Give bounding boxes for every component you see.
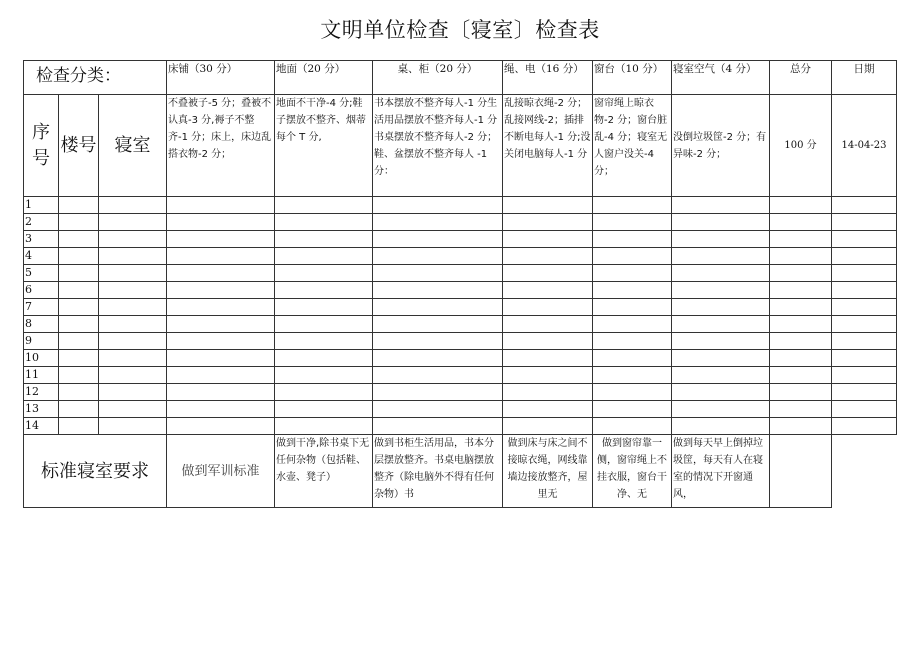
entry-cell[interactable] <box>593 384 672 401</box>
row-number: 3 <box>24 231 59 248</box>
table-row <box>24 248 897 265</box>
entry-cell[interactable] <box>275 401 373 418</box>
entry-cell[interactable] <box>59 384 99 401</box>
entry-cell[interactable] <box>593 282 672 299</box>
entry-cell[interactable] <box>373 418 503 435</box>
entry-cell[interactable] <box>770 299 832 316</box>
entry-cell[interactable] <box>503 316 593 333</box>
entry-cell[interactable] <box>99 418 167 435</box>
standard-label: 标准寝室要求 <box>24 435 167 508</box>
entry-cell[interactable] <box>503 248 593 265</box>
entry-cell[interactable] <box>167 214 275 231</box>
entry-cell[interactable] <box>373 214 503 231</box>
entry-cell[interactable] <box>832 418 897 435</box>
entry-cell[interactable] <box>672 367 770 384</box>
entry-cell[interactable] <box>503 265 593 282</box>
entry-cell[interactable] <box>373 231 503 248</box>
entry-cell[interactable] <box>167 299 275 316</box>
numbered-rows <box>24 197 897 435</box>
entry-cell[interactable] <box>770 418 832 435</box>
entry-cell[interactable] <box>503 231 593 248</box>
entry-cell[interactable] <box>832 265 897 282</box>
entry-cell[interactable] <box>59 350 99 367</box>
entry-cell[interactable] <box>593 333 672 350</box>
entry-cell[interactable] <box>59 418 99 435</box>
page-title: 文明单位检查〔寝室〕检查表 <box>320 18 600 42</box>
desk-criteria: 书本摆放不整齐每人-1 分生活用品摆放不整齐每人-1 分书桌摆放不整齐每人-2 分；鞋、盆摆放不整齐每人 -1 分： <box>373 95 503 197</box>
entry-cell[interactable] <box>99 197 167 214</box>
entry-cell[interactable] <box>593 231 672 248</box>
table-row <box>24 401 897 418</box>
entry-cell[interactable] <box>275 265 373 282</box>
entry-cell[interactable] <box>373 367 503 384</box>
entry-cell[interactable] <box>167 282 275 299</box>
criteria-row <box>24 95 897 197</box>
entry-cell[interactable] <box>593 214 672 231</box>
entry-cell[interactable] <box>373 282 503 299</box>
wire-column-header: 绳、电（16 分） <box>503 61 593 95</box>
entry-cell[interactable] <box>770 231 832 248</box>
table-row <box>24 333 897 350</box>
entry-cell[interactable] <box>832 231 897 248</box>
floor-standard: 做到干净,除书桌下无任何杂物（包括鞋、水壶、凳子） <box>275 435 373 508</box>
entry-cell[interactable] <box>59 299 99 316</box>
total-score: 100 分 <box>770 95 832 197</box>
entry-cell[interactable] <box>503 418 593 435</box>
entry-cell[interactable] <box>167 197 275 214</box>
wire-criteria: 乱接晾衣绳-2 分；乱接网线-2；插排不断电每人-1 分;没关闭电脑每人-1 分 <box>503 95 593 197</box>
bed-standard: 做到军训标准 <box>167 435 275 508</box>
entry-cell[interactable] <box>832 333 897 350</box>
desk-standard: 做到书柜生活用品，书本分层摆放整齐。书桌电脑摆放整齐（除电脑外不得有任何杂物）书 <box>373 435 503 508</box>
entry-cell[interactable] <box>59 333 99 350</box>
entry-cell[interactable] <box>99 282 167 299</box>
entry-cell[interactable] <box>373 299 503 316</box>
entry-cell[interactable] <box>832 197 897 214</box>
entry-cell[interactable] <box>99 265 167 282</box>
inspection-date: 14-04-23 <box>832 95 897 197</box>
entry-cell[interactable] <box>167 333 275 350</box>
category-label: 检查分类： <box>24 61 167 95</box>
floor-column-header: 地面（20 分） <box>275 61 373 95</box>
entry-cell[interactable] <box>770 214 832 231</box>
entry-cell[interactable] <box>167 265 275 282</box>
entry-cell[interactable] <box>99 248 167 265</box>
entry-cell[interactable] <box>373 384 503 401</box>
entry-cell[interactable] <box>593 248 672 265</box>
entry-cell[interactable] <box>167 367 275 384</box>
air-column-header: 寝室空气（4 分） <box>672 61 770 95</box>
air-standard: 做到每天早上倒掉垃圾筐，每天有人在寝室的情况下开窗通风， <box>672 435 770 508</box>
entry-cell[interactable] <box>275 231 373 248</box>
entry-cell[interactable] <box>672 248 770 265</box>
entry-cell[interactable] <box>59 197 99 214</box>
table-row <box>24 214 897 231</box>
entry-cell[interactable] <box>672 299 770 316</box>
entry-cell[interactable] <box>373 197 503 214</box>
desk-column-header: 桌、柜（20 分） <box>373 61 503 95</box>
entry-cell[interactable] <box>275 384 373 401</box>
row-number: 14 <box>24 418 59 435</box>
entry-cell[interactable] <box>503 350 593 367</box>
building-label: 楼号 <box>59 95 99 197</box>
table-row <box>24 316 897 333</box>
row-number: 13 <box>24 401 59 418</box>
entry-cell[interactable] <box>593 418 672 435</box>
entry-cell[interactable] <box>373 316 503 333</box>
entry-cell[interactable] <box>99 316 167 333</box>
window-standard: 做到窗帘靠一侧，窗帘绳上不挂衣服，窗台干净、无 <box>593 435 672 508</box>
table-row <box>24 265 897 282</box>
window-column-header: 窗台（10 分） <box>593 61 672 95</box>
entry-cell[interactable] <box>59 248 99 265</box>
entry-cell[interactable] <box>59 316 99 333</box>
entry-cell[interactable] <box>770 333 832 350</box>
entry-cell[interactable] <box>672 282 770 299</box>
entry-cell[interactable] <box>503 197 593 214</box>
entry-cell[interactable] <box>373 265 503 282</box>
standard-blank-date <box>832 435 897 508</box>
standard-blank-total <box>770 435 832 508</box>
entry-cell[interactable] <box>503 214 593 231</box>
date-column-header: 日期 <box>832 61 897 95</box>
category-header-row <box>24 61 897 95</box>
table-row <box>24 384 897 401</box>
entry-cell[interactable] <box>832 299 897 316</box>
entry-cell[interactable] <box>832 350 897 367</box>
row-number: 1 <box>24 197 59 214</box>
entry-cell[interactable] <box>672 231 770 248</box>
entry-cell[interactable] <box>59 265 99 282</box>
room-label: 寝室 <box>99 95 167 197</box>
row-number: 7 <box>24 299 59 316</box>
floor-criteria: 地面不干净-4 分;鞋子摆放不整齐、烟蒂每个 T 分, <box>275 95 373 197</box>
bed-criteria: 不叠被子-5 分；叠被不认真-3 分,褥子不整齐-1 分；床上，床边乱搭衣物-2 分； <box>167 95 275 197</box>
entry-cell[interactable] <box>770 350 832 367</box>
entry-cell[interactable] <box>99 299 167 316</box>
entry-cell[interactable] <box>59 401 99 418</box>
entry-cell[interactable] <box>593 299 672 316</box>
entry-cell[interactable] <box>167 248 275 265</box>
entry-cell[interactable] <box>503 367 593 384</box>
table-row <box>24 197 897 214</box>
row-number: 6 <box>24 282 59 299</box>
entry-cell[interactable] <box>167 401 275 418</box>
total-column-header: 总分 <box>770 61 832 95</box>
entry-cell[interactable] <box>672 401 770 418</box>
inspection-table <box>23 60 897 508</box>
entry-cell[interactable] <box>593 316 672 333</box>
entry-cell[interactable] <box>593 367 672 384</box>
entry-cell[interactable] <box>373 248 503 265</box>
table-row <box>24 231 897 248</box>
entry-cell[interactable] <box>672 333 770 350</box>
entry-cell[interactable] <box>59 214 99 231</box>
entry-cell[interactable] <box>167 384 275 401</box>
entry-cell[interactable] <box>373 333 503 350</box>
entry-cell[interactable] <box>770 282 832 299</box>
entry-cell[interactable] <box>275 333 373 350</box>
entry-cell[interactable] <box>832 282 897 299</box>
entry-cell[interactable] <box>832 248 897 265</box>
row-number: 12 <box>24 384 59 401</box>
air-criteria: 没倒垃圾筐-2 分；有异味-2 分； <box>672 95 770 197</box>
entry-cell[interactable] <box>593 265 672 282</box>
entry-cell[interactable] <box>770 265 832 282</box>
row-number: 5 <box>24 265 59 282</box>
entry-cell[interactable] <box>832 214 897 231</box>
entry-cell[interactable] <box>672 418 770 435</box>
entry-cell[interactable] <box>275 214 373 231</box>
entry-cell[interactable] <box>503 401 593 418</box>
entry-cell[interactable] <box>770 248 832 265</box>
entry-cell[interactable] <box>503 299 593 316</box>
entry-cell[interactable] <box>275 299 373 316</box>
entry-cell[interactable] <box>832 384 897 401</box>
entry-cell[interactable] <box>770 384 832 401</box>
row-number: 11 <box>24 367 59 384</box>
entry-cell[interactable] <box>167 316 275 333</box>
table-row <box>24 418 897 435</box>
row-number: 4 <box>24 248 59 265</box>
entry-cell[interactable] <box>167 231 275 248</box>
row-number: 9 <box>24 333 59 350</box>
bed-column-header: 床铺（30 分） <box>167 61 275 95</box>
table-row <box>24 299 897 316</box>
entry-cell[interactable] <box>99 384 167 401</box>
entry-cell[interactable] <box>59 367 99 384</box>
entry-cell[interactable] <box>373 401 503 418</box>
entry-cell[interactable] <box>672 265 770 282</box>
row-number: 2 <box>24 214 59 231</box>
entry-cell[interactable] <box>275 316 373 333</box>
entry-cell[interactable] <box>672 316 770 333</box>
entry-cell[interactable] <box>275 418 373 435</box>
entry-cell[interactable] <box>770 367 832 384</box>
entry-cell[interactable] <box>275 367 373 384</box>
window-criteria: 窗帘绳上晾衣物-2 分；窗台脏乱-4 分；寝室无人窗户没关-4 分； <box>593 95 672 197</box>
table-row <box>24 282 897 299</box>
standard-row <box>24 435 897 508</box>
entry-cell[interactable] <box>99 350 167 367</box>
entry-cell[interactable] <box>503 384 593 401</box>
entry-cell[interactable] <box>275 350 373 367</box>
table-row <box>24 367 897 384</box>
entry-cell[interactable] <box>99 333 167 350</box>
row-number: 10 <box>24 350 59 367</box>
table-row <box>24 350 897 367</box>
entry-cell[interactable] <box>167 418 275 435</box>
entry-cell[interactable] <box>373 350 503 367</box>
seq-label: 序号 <box>24 95 59 197</box>
entry-cell[interactable] <box>593 350 672 367</box>
entry-cell[interactable] <box>59 282 99 299</box>
entry-cell[interactable] <box>275 197 373 214</box>
entry-cell[interactable] <box>275 248 373 265</box>
entry-cell[interactable] <box>99 367 167 384</box>
entry-cell[interactable] <box>770 401 832 418</box>
entry-cell[interactable] <box>593 197 672 214</box>
entry-cell[interactable] <box>167 350 275 367</box>
entry-cell[interactable] <box>59 231 99 248</box>
entry-cell[interactable] <box>503 282 593 299</box>
entry-cell[interactable] <box>672 350 770 367</box>
entry-cell[interactable] <box>593 401 672 418</box>
entry-cell[interactable] <box>672 197 770 214</box>
entry-cell[interactable] <box>672 214 770 231</box>
entry-cell[interactable] <box>832 401 897 418</box>
entry-cell[interactable] <box>832 367 897 384</box>
entry-cell[interactable] <box>503 333 593 350</box>
row-number: 8 <box>24 316 59 333</box>
entry-cell[interactable] <box>770 197 832 214</box>
entry-cell[interactable] <box>99 231 167 248</box>
entry-cell[interactable] <box>832 316 897 333</box>
entry-cell[interactable] <box>672 384 770 401</box>
entry-cell[interactable] <box>99 214 167 231</box>
entry-cell[interactable] <box>275 282 373 299</box>
entry-cell[interactable] <box>770 316 832 333</box>
wire-standard: 做到床与床之间不接晾衣绳，网线靠墙边接放整齐，屋里无 <box>503 435 593 508</box>
entry-cell[interactable] <box>99 401 167 418</box>
